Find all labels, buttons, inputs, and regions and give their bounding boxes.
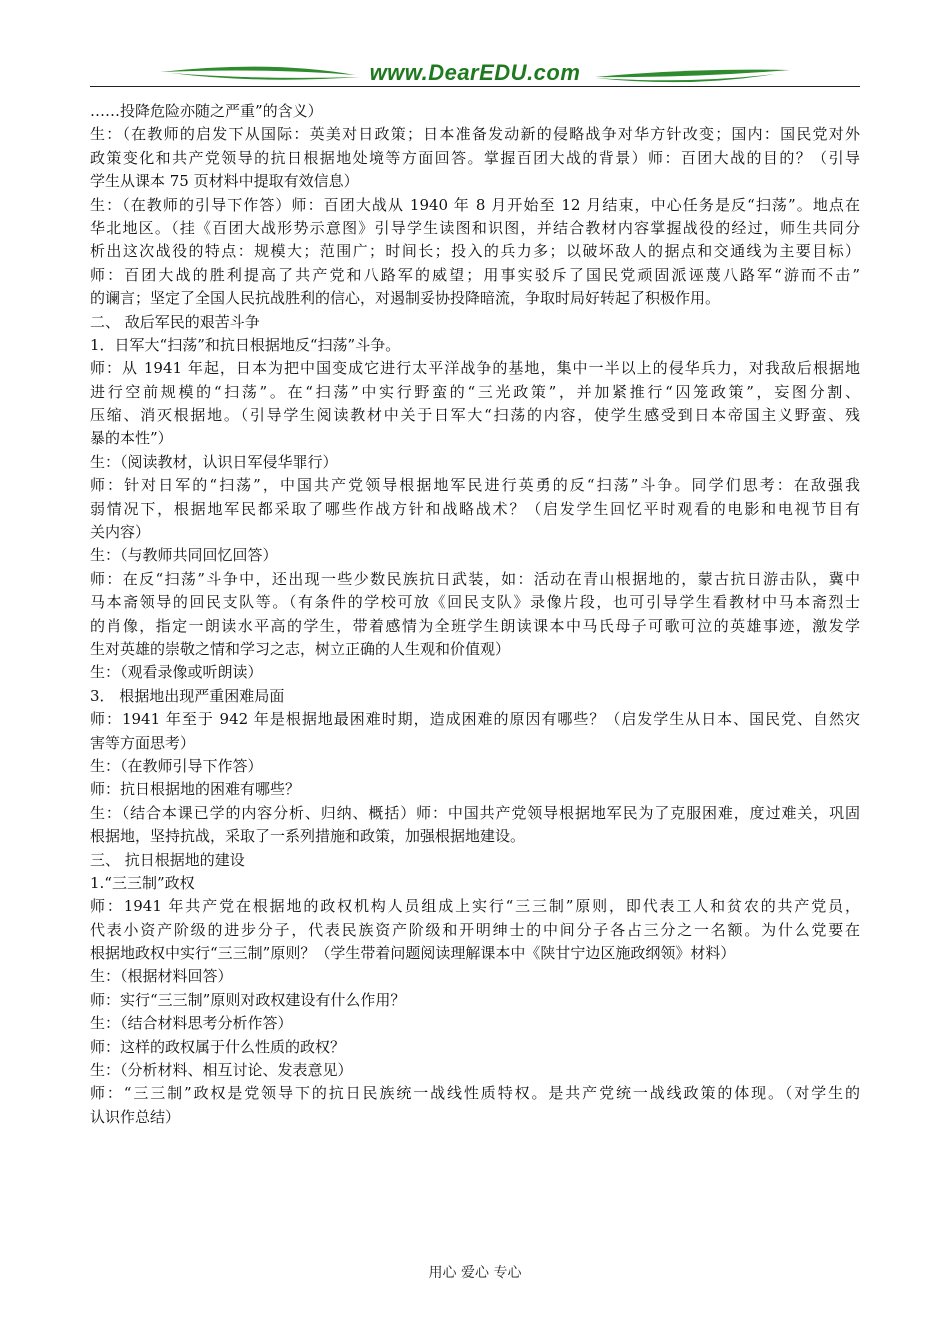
text-line: 二、 敌后军民的艰苦斗争: [90, 312, 260, 331]
text-line: 师：针对日军的“扫荡”，中国共产党领导根据地军民进行英勇的反“扫荡”斗争。同学们思考：在敌强我: [90, 476, 860, 495]
text-line: 生：（根据材料回答）: [90, 967, 233, 986]
text-line: 师：抗日根据地的困难有哪些？: [90, 780, 301, 799]
text-line: ……投降危险亦随之严重”的含义）: [90, 102, 323, 120]
text-line: 进行空前规模的“扫荡”。在“扫荡”中实行野蛮的“三光政策”，并加紧推行“囚笼政策”，妄图分割、: [90, 382, 860, 401]
text-line: 析出这次战役的特点：规模大；范围广；时间长；投入的兵力多；以破坏敌人的据点和交通线为主要目标）: [90, 242, 860, 261]
text-line: 师：百团大战的胜利提高了共产党和八路军的威望；用事实驳斥了国民党顽固派诬蔑八路军“游而不击”: [90, 265, 860, 284]
header-rule: [90, 86, 860, 87]
text-line: 政策变化和共产党领导的抗日根据地处境等方面回答。掌握百团大战的背景）师：百团大战的目的？（引导: [90, 148, 860, 167]
text-line: 害等方面思考）: [90, 733, 196, 752]
document-body: [90, 100, 860, 1129]
text-line: 生：（在教师引导下作答）: [90, 756, 263, 775]
text-line: 生：（结合本课已学的内容分析、归纳、概括）师：中国共产党领导根据地军民为了克服困难，度过难关，巩固: [90, 803, 860, 822]
text-line: 1.“三三制”政权: [90, 873, 195, 892]
text-line: 师：从 1941 年起，日本为把中国变成它进行太平洋战争的基地，集中一半以上的侵华兵力，对我敌后根据地: [90, 359, 860, 378]
text-line: 三、 抗日根据地的建设: [90, 850, 245, 869]
text-line: 师：1941 年至于 942 年是根据地最困难时期，造成困难的原因有哪些？（启发学生从日本、国民党、自然灾: [90, 710, 860, 729]
text-line: 生：（阅读教材，认识日军侵华罪行）: [90, 452, 338, 471]
text-line: 根据地，坚持抗战，采取了一系列措施和政策，加强根据地建设。: [90, 827, 526, 846]
text-line: 生：（观看录像或听朗读）: [90, 663, 263, 682]
text-line: 师：1941 年共产党在根据地的政权机构人员组成上实行“三三制”原则，即代表工人和贫农的共产党员，: [90, 897, 860, 916]
text-line: 3． 根据地出现严重困难局面: [90, 686, 285, 705]
text-line: 生：（与教师共同回忆回答）: [90, 546, 278, 565]
text-line: 师：实行“三三制”原则对政权建设有什么作用？: [90, 990, 406, 1009]
text-line: 的谰言；坚定了全国人民抗战胜利的信心，对遏制妥协投降暗流，争取时局好转起了积极作用。: [90, 289, 721, 308]
text-line: 生：（在教师的引导下作答）师：百团大战从 1940 年 8 月开始至 12 月结束，中心任务是反“扫荡”。地点在: [90, 195, 860, 214]
text-line: 1．日军大“扫荡”和抗日根据地反“扫荡”斗争。: [90, 335, 401, 354]
text-line: 关内容）: [90, 523, 151, 542]
site-logo-text: www.DearEDU.com: [369, 60, 581, 85]
text-line: 师：“三三制”政权是党领导下的抗日民族统一战线性质特权。是共产党统一战线政策的体现。（对学生的: [90, 1084, 860, 1103]
site-header-logo: [90, 58, 860, 94]
text-line: 生对英雄的崇敬之情和学习之志，树立正确的人生观和价值观）: [90, 639, 511, 658]
text-line: 生：（分析材料、相互讨论、发表意见）: [90, 1061, 353, 1080]
text-line: 暴的本性”）: [90, 429, 173, 448]
text-line: 代表小资产阶级的进步分子，代表民族资产阶级和开明绅士的中间分子各占三分之一名额。为什么党要在: [90, 920, 860, 939]
text-line: 学生从课本 75 页材料中提取有效信息）: [90, 172, 359, 191]
text-line: 弱情况下，根据地军民都采取了哪些作战方针和战略战术？（启发学生回忆平时观看的电影和电视节目有: [90, 499, 860, 518]
text-line: 生：（结合材料思考分析作答）: [90, 1014, 293, 1033]
text-line: 华北地区。（挂《百团大战形势示意图》引导学生读图和识图，并结合教材内容掌握战役的经过，师生共同分: [90, 218, 860, 237]
page-footer: 用心 爱心 专心: [428, 1265, 522, 1281]
text-line: 认识作总结）: [90, 1107, 181, 1126]
text-line: 根据地政权中实行“三三制”原则？（学生带着问题阅读理解课本中《陕甘宁边区施政纲领》材料）: [90, 944, 736, 963]
text-line: 压缩、消灭根据地。（引导学生阅读教材中关于日军大“扫荡的内容，使学生感受到日本帝国主义野蛮、残: [90, 406, 860, 425]
text-line: 马本斋领导的回民支队等。（有条件的学校可放《回民支队》录像片段，也可引导学生看教材中马本斋烈士: [90, 593, 860, 612]
text-line: 生：（在教师的启发下从国际：英美对日政策；日本准备发动新的侵略战争对华方针改变；国内：国民党对外: [90, 125, 860, 144]
text-line: 师：这样的政权属于什么性质的政权？: [90, 1037, 346, 1056]
text-line: 师：在反“扫荡”斗争中，还出现一些少数民族抗日武装，如：活动在青山根据地的，蒙古抗日游击队，冀中: [90, 569, 860, 588]
text-line: 的肖像，指定一朗读水平高的学生，带着感情为全班学生朗读课本中马氏母子可歌可泣的英雄事迹，激发学: [90, 616, 860, 635]
